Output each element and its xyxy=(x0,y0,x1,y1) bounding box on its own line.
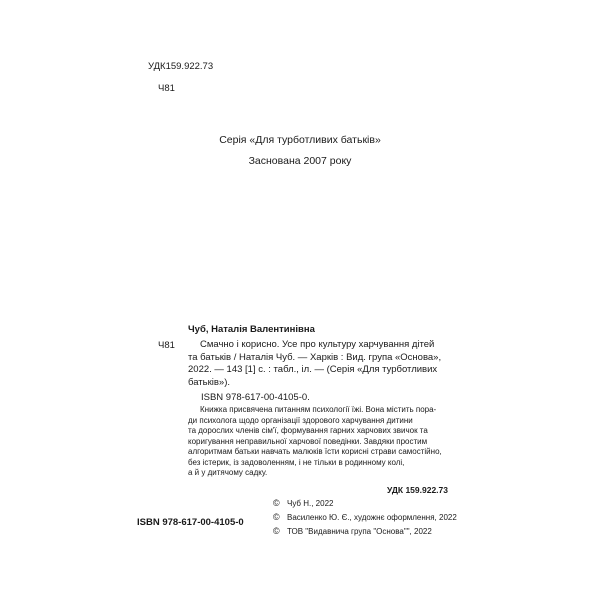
catalog-annotation xyxy=(188,405,442,479)
catalog-author: Чуб, Наталія Валентинівна xyxy=(188,324,315,335)
bib-line: Смачно і корисно. Усе про культуру харчування дітей xyxy=(200,339,435,350)
series-founded: Заснована 2007 року xyxy=(248,155,352,167)
copyright-text: Василенко Ю. Є., художнє оформлення, 2022 xyxy=(287,513,457,522)
annotation-line: алгоритмам батьки навчать малюків їсти корисні страви самостійно, xyxy=(188,447,442,456)
bib-line: батьків»). xyxy=(188,376,230,388)
catalog-isbn: ISBN 978-617-00-4105-0. xyxy=(201,392,310,403)
bib-line: 2022. — 143 [1] с. : табл., іл. — (Серія «Для турботливих xyxy=(188,364,438,375)
catalog-udk: УДК 159.922.73 xyxy=(386,485,448,495)
annotation-line: коригування неправильної харчової поведінки. Завдяки простим xyxy=(188,436,428,446)
bib-line: та батьків / Наталія Чуб. — Харків : Вид. група «Основа», xyxy=(188,351,442,363)
top-udk: УДК159.922.73 xyxy=(148,61,214,72)
top-code: Ч81 xyxy=(158,83,175,94)
annotation-line: Книжка присвячена питанням психології їжі. Вона містить пора- xyxy=(200,405,437,414)
copyright-symbol: © xyxy=(273,526,280,536)
footer-isbn: ISBN 978-617-00-4105-0 xyxy=(137,517,244,528)
annotation-line: ди психолога щодо організації здорового харчування дитини xyxy=(188,415,413,425)
copyright-text: ТОВ "Видавнича група "Основа"", 2022 xyxy=(287,527,432,536)
annotation-line: а й у дитячому садку. xyxy=(188,468,268,477)
catalog-bibliographic-record xyxy=(188,339,441,389)
copyright-symbol: © xyxy=(273,512,280,522)
annotation-line: та дорослих членів сім'ї, формування гарних харчових звичок та xyxy=(188,426,428,435)
series-title: Серія «Для турботливих батьків» xyxy=(219,134,381,146)
annotation-line: без істерик, із задоволенням, і не тільки в родинному колі, xyxy=(188,457,405,467)
copyright-text: Чуб Н., 2022 xyxy=(287,499,334,508)
copyright-symbol: © xyxy=(273,498,280,508)
catalog-code: Ч81 xyxy=(158,340,175,351)
